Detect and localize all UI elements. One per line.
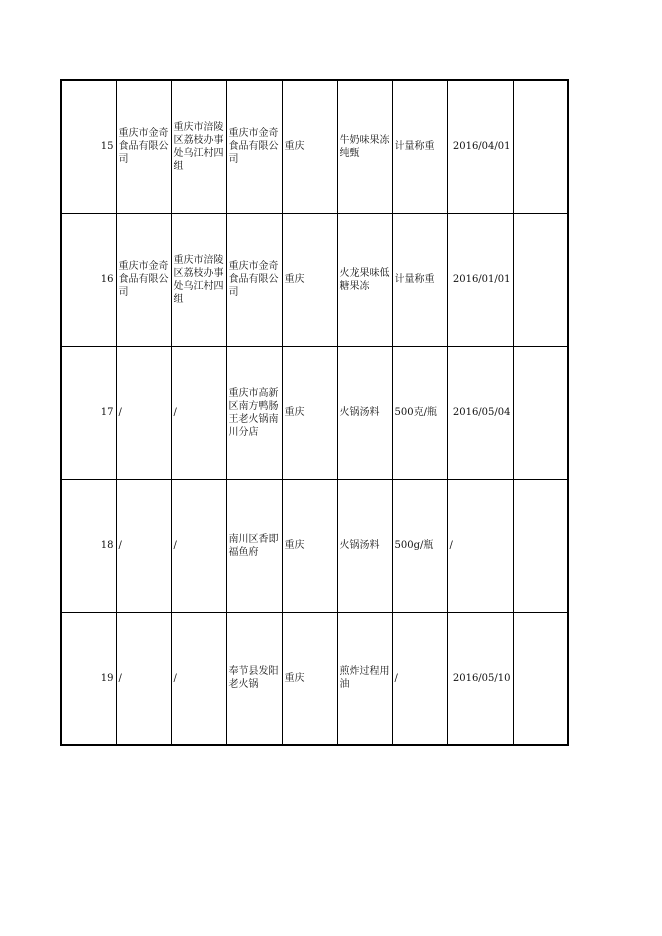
cell-no: 15 xyxy=(61,80,116,213)
cell-spec: / xyxy=(392,612,447,745)
cell-product: 牛奶味果冻纯甄 xyxy=(337,80,392,213)
cell-producer-address: / xyxy=(171,346,226,479)
cell-sampled-unit: 重庆市高新区南方鸭肠王老火锅南川分店 xyxy=(226,346,282,479)
cell-producer-address: 重庆市涪陵区荔枝办事处乌江村四组 xyxy=(171,213,226,346)
cell-product: 火锅汤料 xyxy=(337,479,392,612)
cell-no: 19 xyxy=(61,612,116,745)
cell-no: 17 xyxy=(61,346,116,479)
cell-no: 16 xyxy=(61,213,116,346)
cell-extra xyxy=(513,612,568,745)
cell-date: 2016/04/01 xyxy=(447,80,513,213)
cell-sampled-unit: 奉节县发阳老火锅 xyxy=(226,612,282,745)
data-table xyxy=(60,79,569,746)
cell-sampled-unit: 重庆市金奇食品有限公司 xyxy=(226,213,282,346)
table-row xyxy=(61,612,568,745)
cell-extra xyxy=(513,346,568,479)
cell-province: 重庆 xyxy=(282,80,337,213)
cell-product: 煎炸过程用油 xyxy=(337,612,392,745)
cell-date: 2016/01/01 xyxy=(447,213,513,346)
cell-date: 2016/05/04 xyxy=(447,346,513,479)
table-row xyxy=(61,346,568,479)
cell-no: 18 xyxy=(61,479,116,612)
table-row xyxy=(61,479,568,612)
cell-sampled-unit: 重庆市金奇食品有限公司 xyxy=(226,80,282,213)
cell-sampled-unit: 南川区香即福鱼府 xyxy=(226,479,282,612)
cell-extra xyxy=(513,213,568,346)
cell-spec: 计量称重 xyxy=(392,213,447,346)
cell-product: 火锅汤料 xyxy=(337,346,392,479)
cell-province: 重庆 xyxy=(282,612,337,745)
cell-extra xyxy=(513,479,568,612)
table-row xyxy=(61,213,568,346)
table-row xyxy=(61,80,568,213)
cell-date: 2016/05/10 xyxy=(447,612,513,745)
cell-spec: 计量称重 xyxy=(392,80,447,213)
cell-producer-address: 重庆市涪陵区荔枝办事处乌江村四组 xyxy=(171,80,226,213)
cell-province: 重庆 xyxy=(282,479,337,612)
cell-spec: 500克/瓶 xyxy=(392,346,447,479)
cell-province: 重庆 xyxy=(282,346,337,479)
cell-producer: / xyxy=(116,479,171,612)
cell-product: 火龙果味低糖果冻 xyxy=(337,213,392,346)
cell-date: / xyxy=(447,479,513,612)
cell-producer: 重庆市金奇食品有限公司 xyxy=(116,80,171,213)
cell-producer: / xyxy=(116,346,171,479)
cell-producer: / xyxy=(116,612,171,745)
cell-extra xyxy=(513,80,568,213)
cell-producer: 重庆市金奇食品有限公司 xyxy=(116,213,171,346)
cell-producer-address: / xyxy=(171,479,226,612)
cell-province: 重庆 xyxy=(282,213,337,346)
cell-spec: 500g/瓶 xyxy=(392,479,447,612)
cell-producer-address: / xyxy=(171,612,226,745)
